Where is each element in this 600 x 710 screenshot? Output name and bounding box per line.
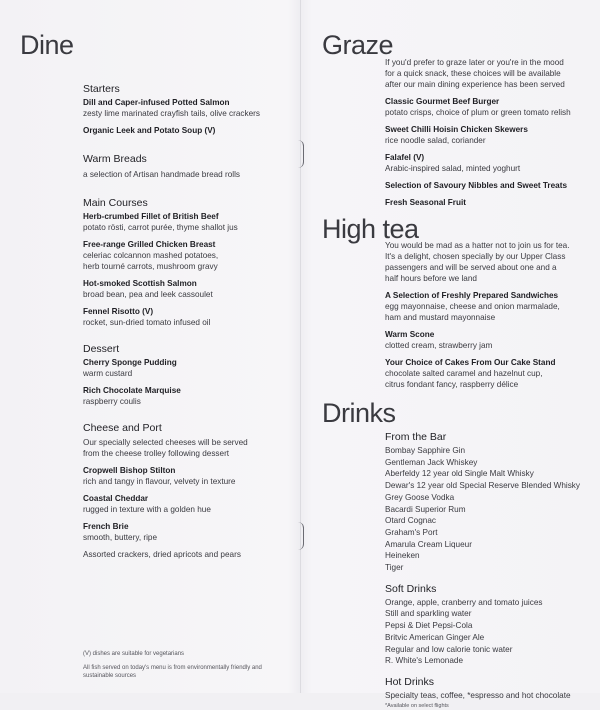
item-desc: rich and tangy in flavour, velvety in texture: [83, 477, 236, 486]
list-item: Aberfeldy 12 year old Single Malt Whisky: [385, 469, 534, 479]
item-desc: chocolate salted caramel and hazelnut cup, citrus fondant fancy, raspberry délice: [385, 369, 543, 389]
menu-item: [83, 97, 290, 119]
footnote-vegetarian: (V) dishes are suitable for vegetarians: [83, 651, 185, 657]
list-item: Grey Goose Vodka: [385, 492, 455, 502]
list-item: Regular and low calorie tonic water: [385, 644, 513, 654]
cheese-intro: Our specially selected cheeses will be served from the cheese trolley following dessert: [83, 438, 248, 458]
list-item: Gentleman Jack Whiskey: [385, 457, 478, 467]
item-desc: smooth, buttery, ripe: [83, 533, 158, 542]
menu-item: [83, 385, 290, 407]
item-desc: potato crisps, choice of plum or green tomato relish: [385, 108, 571, 117]
item-name: Coastal Cheddar: [83, 494, 149, 503]
menu-item: [385, 290, 592, 323]
starters-section: [83, 82, 290, 136]
graze-intro: If you'd prefer to graze later or you're in the mood for a quick snack, these choices will be available after our main dining experience has been served: [385, 58, 565, 89]
item-desc: rice noodle salad, coriander: [385, 136, 486, 145]
soft-drinks-heading: Soft Drinks: [385, 582, 437, 595]
hightea-body: [385, 240, 592, 390]
hot-drinks-desc: Specialty teas, coffee, *espresso and hot chocolate: [385, 690, 571, 700]
menu-item: [385, 124, 592, 146]
hot-drinks-note: *Available on select flights: [385, 702, 449, 709]
dine-column: [20, 30, 290, 681]
bar-heading: From the Bar: [385, 431, 447, 443]
list-item: Still and sparkling water: [385, 609, 472, 619]
mains-heading: Main Courses: [83, 197, 148, 209]
menu-item: [385, 180, 592, 191]
item-name: Cherry Sponge Pudding: [83, 358, 177, 367]
item-desc: Arabic-inspired salad, minted yoghurt: [385, 164, 521, 173]
soft-drinks-list: [385, 597, 592, 667]
item-name: Fennel Risotto (V): [83, 307, 154, 316]
mains-section: [83, 196, 290, 328]
item-name: Fresh Seasonal Fruit: [385, 198, 466, 207]
list-item: Graham's Port: [385, 527, 438, 537]
breads-section: [83, 152, 290, 180]
item-desc: zesty lime marinated crayfish tails, olive crackers: [83, 109, 260, 118]
menu-item: [83, 465, 290, 487]
item-desc: celeriac colcannon mashed potatoes, herb tourné carrots, mushroom gravy: [83, 251, 219, 271]
footnotes: [83, 650, 283, 681]
item-name: Cropwell Bishop Stilton: [83, 466, 176, 475]
item-desc: raspberry coulis: [83, 397, 141, 406]
breads-desc: a selection of Artisan handmade bread rolls: [83, 170, 241, 179]
menu-item: [385, 197, 592, 208]
list-item: Dewar's 12 year old Special Reserve Blended Whisky: [385, 481, 580, 491]
item-desc: clotted cream, strawberry jam: [385, 341, 493, 350]
list-item: Tiger: [385, 563, 404, 573]
item-name: Warm Scone: [385, 330, 435, 339]
menu-item: [83, 239, 290, 272]
item-name: Classic Gourmet Beef Burger: [385, 97, 500, 106]
cheese-outro: Assorted crackers, dried apricots and pears: [83, 550, 241, 559]
list-item: Amarula Cream Liqueur: [385, 539, 472, 549]
item-desc: potato rösti, carrot purée, thyme shallot jus: [83, 223, 238, 232]
item-name: Organic Leek and Potato Soup (V): [83, 126, 216, 135]
dine-body: [83, 82, 290, 681]
bar-list: [385, 445, 592, 574]
page-fold: [300, 0, 301, 693]
item-name: Your Choice of Cakes From Our Cake Stand: [385, 358, 556, 367]
graze-title: Graze: [322, 30, 394, 60]
menu-item: [83, 211, 290, 233]
hightea-intro: You would be mad as a hatter not to join us for tea. It's a delight, chosen specially by our Upper Class passengers and will be served about one and a half hours before we land: [385, 241, 570, 283]
drinks-body: [385, 430, 592, 710]
breads-heading: Warm Breads: [83, 153, 147, 165]
menu-item: [385, 96, 592, 118]
list-item: Bombay Sapphire Gin: [385, 446, 466, 455]
list-item: R. White's Lemonade: [385, 656, 464, 666]
item-desc: broad bean, pea and leek cassoulet: [83, 290, 213, 299]
item-name: Sweet Chilli Hoisin Chicken Skewers: [385, 125, 528, 134]
item-name: Selection of Savoury Nibbles and Sweet Treats: [385, 181, 567, 190]
starters-heading: Starters: [83, 83, 120, 95]
list-item: Bacardi Superior Rum: [385, 504, 466, 514]
list-item: Orange, apple, cranberry and tomato juices: [385, 597, 543, 607]
list-item: Pepsi & Diet Pepsi-Cola: [385, 621, 473, 631]
item-name: Dill and Caper-infused Potted Salmon: [83, 98, 230, 107]
menu-item: [83, 521, 290, 543]
cheese-heading: Cheese and Port: [83, 422, 162, 434]
list-item: Heineken: [385, 551, 420, 561]
list-item: Otard Cognac: [385, 516, 436, 526]
dine-title: Dine: [20, 30, 74, 60]
binder-clip-bottom: [297, 522, 304, 550]
item-name: Falafel (V): [385, 153, 425, 162]
cheese-section: [83, 421, 290, 560]
footnote-fish: All fish served on today's menu is from environmentally friendly and sustainable sources: [83, 664, 262, 679]
drinks-title: Drinks: [322, 398, 396, 428]
menu-item: [385, 329, 592, 351]
graze-body: [385, 57, 592, 208]
item-name: Free-range Grilled Chicken Breast: [83, 240, 216, 249]
item-name: French Brie: [83, 522, 129, 531]
menu-item: [385, 152, 592, 174]
menu-item: [83, 278, 290, 300]
menu-item: [385, 357, 592, 390]
item-name: A Selection of Freshly Prepared Sandwiches: [385, 291, 559, 300]
right-column: [322, 30, 592, 710]
hightea-title: High tea: [322, 214, 419, 244]
list-item: Britvic American Ginger Ale: [385, 632, 485, 642]
dessert-heading: Dessert: [83, 343, 120, 355]
hot-drinks-heading: Hot Drinks: [385, 675, 435, 688]
menu-item: [83, 125, 290, 136]
item-desc: warm custard: [83, 369, 133, 378]
item-desc: rugged in texture with a golden hue: [83, 505, 211, 514]
menu-item: [83, 306, 290, 328]
item-desc: egg mayonnaise, cheese and onion marmalade, ham and mustard mayonnaise: [385, 302, 560, 322]
item-name: Rich Chocolate Marquise: [83, 386, 181, 395]
item-name: Herb-crumbed Fillet of British Beef: [83, 212, 219, 221]
item-name: Hot-smoked Scottish Salmon: [83, 279, 197, 288]
menu-item: [83, 357, 290, 379]
item-desc: rocket, sun-dried tomato infused oil: [83, 318, 211, 327]
dessert-section: [83, 342, 290, 407]
binder-clip-top: [297, 140, 304, 168]
menu-item: [83, 493, 290, 515]
